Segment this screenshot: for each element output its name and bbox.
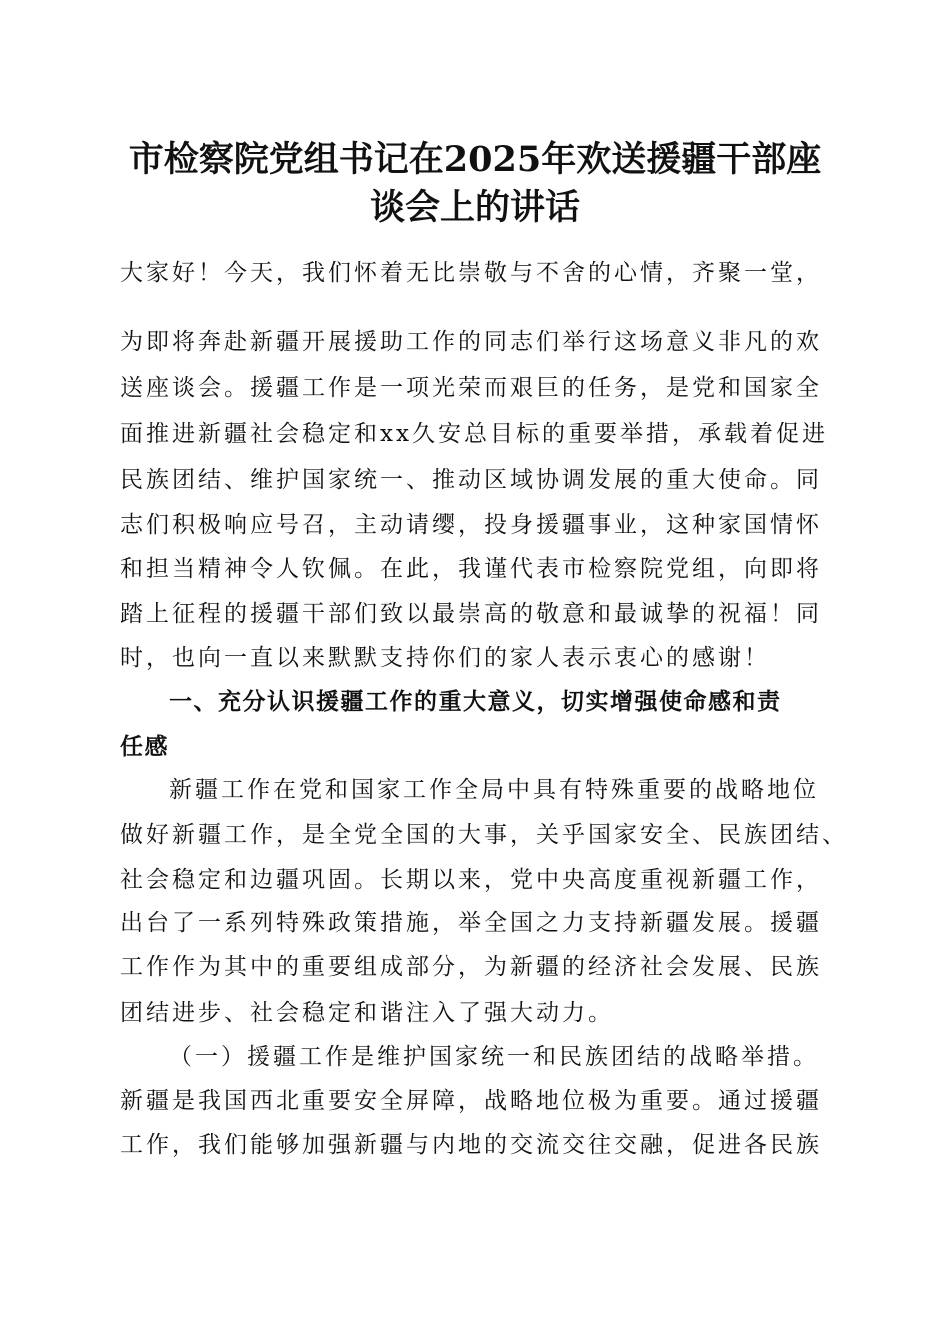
paragraph-line: 工作作为其中的重要组成部分，为新疆的经济社会发展、民族 [120,954,822,980]
section-heading: 一、充分认识援疆工作的重大意义，切实增强使命感和责 [169,689,782,715]
title-line-2: 谈会上的讲话 [369,187,580,228]
document-title [100,136,850,232]
paragraph-line: 踏上征程的援疆干部们致以最崇高的敬意和最诚挚的祝福！同 [120,601,822,627]
paragraph-line: 团结进步、社会稳定和谐注入了强大动力。 [120,1000,614,1026]
subsection-line: （一）援疆工作是维护国家统一和民族团结的战略举措。 [169,1044,819,1070]
title-line-1: 市检察院党组书记在2025年欢送援疆干部座 [128,139,822,180]
paragraph-line: 时，也向一直以来默默支持你们的家人表示衷心的感谢！ [120,645,770,671]
paragraph-line: 出台了一系列特殊政策措施，举全国之力支持新疆发展。援疆 [120,910,822,936]
paragraph-line: 新疆工作在党和国家工作全局中具有特殊重要的战略地位 [169,777,819,803]
paragraph-line: 民族团结、维护国家统一、推动区域协调发展的重大使命。同 [120,467,822,493]
paragraph-line: 和担当精神令人钦佩。在此，我谨代表市检察院党组，向即将 [120,556,822,582]
paragraph-line: 大家好！今天，我们怀着无比崇敬与不舍的心情，齐聚一堂， [120,260,822,286]
paragraph-line: 志们积极响应号召，主动请缨，投身援疆事业，这种家国情怀 [120,512,822,538]
paragraph-line: 新疆是我国西北重要安全屏障，战略地位极为重要。通过援疆 [120,1088,822,1114]
paragraph-line: 社会稳定和边疆巩固。长期以来，党中央高度重视新疆工作， [120,867,822,893]
paragraph-line: 面推进新疆社会稳定和xx久安总目标的重要举措，承载着促进 [120,421,828,447]
paragraph-line: 送座谈会。援疆工作是一项光荣而艰巨的任务，是党和国家全 [120,375,822,401]
paragraph-line: 工作，我们能够加强新疆与内地的交流交往交融，促进各民族 [120,1132,822,1158]
paragraph-line: 为即将奔赴新疆开展援助工作的同志们举行这场意义非凡的欢 [120,329,822,355]
section-heading: 任感 [120,734,169,760]
paragraph-line: 做好新疆工作，是全党全国的大事，关乎国家安全、民族团结、 [120,822,848,848]
